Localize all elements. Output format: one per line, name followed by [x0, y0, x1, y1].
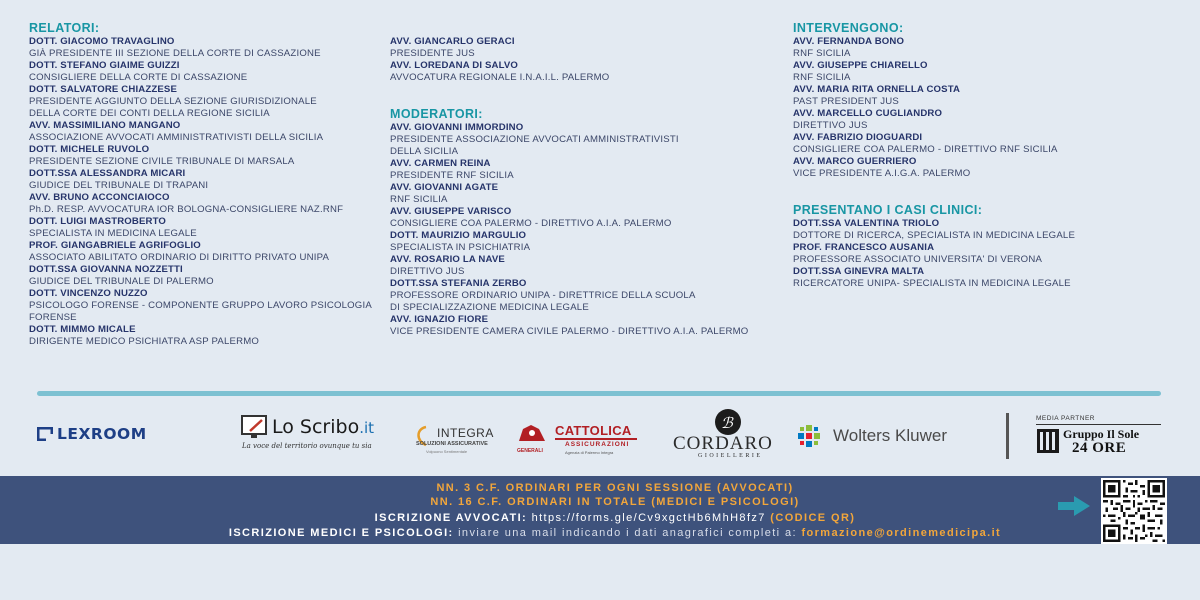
speaker-name: DOTT.SSA GINEVRA MALTA — [793, 266, 925, 277]
speaker-entry — [29, 240, 379, 264]
media-partner-divider — [1006, 413, 1009, 459]
speaker-role — [793, 120, 1183, 132]
qr-note: (CODICE QR) — [770, 512, 856, 524]
generali-wordmark: GENERALI — [517, 448, 543, 454]
speaker-role — [29, 48, 379, 60]
speaker-entry — [29, 120, 379, 144]
speaker-name: AVV. BRUNO ACCONCIAIOCO — [29, 192, 170, 203]
speaker-role-line: RNF SICILIA — [793, 48, 851, 59]
moderatori-title: MODERATORI: — [390, 107, 483, 121]
divider-rule — [37, 391, 1161, 396]
integra-wordmark: INTEGRA — [437, 426, 494, 440]
speaker-name: DOTT.SSA ALESSANDRA MICARI — [29, 168, 186, 179]
medics-registration-label: ISCRIZIONE MEDICI E PSICOLOGI: — [228, 527, 454, 539]
moderatori-list — [390, 122, 780, 338]
speaker-entry — [390, 60, 780, 84]
speaker-role — [793, 144, 1183, 156]
speaker-entry — [793, 242, 1183, 266]
speaker-entry — [390, 158, 780, 182]
svg-text:ℬ: ℬ — [721, 414, 733, 432]
lawyers-registration — [0, 511, 1200, 526]
speaker-role — [793, 278, 1183, 290]
qr-code-icon — [1103, 480, 1165, 542]
cattolica-small-text: Agenzia di Palermo Integra — [565, 450, 614, 455]
speaker-role-line: PROFESSORE ASSOCIATO UNIVERSITA' DI VERONA — [793, 254, 1043, 265]
speaker-role-line: CONSIGLIERE COA PALERMO - DIRETTIVO RNF SICILIA — [793, 144, 1058, 155]
speaker-name: DOTT. MICHELE RUVOLO — [29, 144, 150, 155]
relatori-title: RELATORI: — [29, 21, 100, 35]
wolters-kluwer-mark-icon — [798, 425, 828, 447]
speaker-entry — [793, 84, 1183, 108]
speaker-role-line: ASSOCIATO ABILITATO ORDINARIO DI DIRITTO PRIVATO UNIPA — [29, 252, 330, 263]
speaker-role — [29, 156, 379, 168]
speaker-role-line: GIUDICE DEL TRIBUNALE DI TRAPANI — [29, 180, 209, 191]
speaker-role-line: RICERCATORE UNIPA- SPECIALISTA IN MEDICINA LEGALE — [793, 278, 1071, 289]
speaker-entry — [793, 266, 1183, 290]
speaker-role-line: DIRETTIVO JUS — [390, 266, 465, 277]
speaker-role — [793, 230, 1183, 242]
speaker-role-line: FORENSE — [29, 312, 77, 323]
casi-clinici-title: PRESENTANO I CASI CLINICI: — [793, 203, 983, 217]
speaker-role-line: GIÀ PRESIDENTE III SEZIONE DELLA CORTE DI CASSAZIONE — [29, 48, 321, 59]
media-partner-logo — [1036, 415, 1166, 465]
relatori-column — [29, 20, 379, 348]
speaker-name: DOTT. LUIGI MASTROBERTO — [29, 216, 167, 227]
speaker-role-line: PROFESSORE ORDINARIO UNIPA - DIRETTRICE DELLA SCUOLA — [390, 290, 696, 301]
speaker-role-line: DI SPECIALIZZAZIONE MEDICINA LEGALE — [390, 302, 589, 313]
speaker-entry — [29, 144, 379, 168]
speaker-role-line: CONSIGLIERE COA PALERMO - DIRETTIVO A.I.A. PALERMO — [390, 218, 672, 229]
speaker-role-line: PRESIDENTE AGGIUNTO DELLA SEZIONE GIURISDIZIONALE — [29, 96, 317, 107]
speaker-name: AVV. GIUSEPPE CHIARELLO — [793, 60, 928, 71]
speaker-role — [29, 132, 379, 144]
speaker-name: AVV. MARCO GUERRIERO — [793, 156, 917, 167]
moderatori-column — [390, 20, 780, 338]
intervengono-title: INTERVENGONO: — [793, 21, 904, 35]
speaker-name: DOTT.SSA VALENTINA TRIOLO — [793, 218, 940, 229]
media-partner-rule — [1036, 424, 1161, 425]
speaker-name: AVV. GIANCARLO GERACI — [390, 36, 515, 47]
speaker-role — [793, 48, 1183, 60]
credits-medics: NN. 16 C.F. ORDINARI IN TOTALE (MEDICI E PSICOLOGI) — [430, 496, 800, 508]
wolters-kluwer-wordmark: Wolters Kluwer — [833, 426, 947, 445]
casi-clinici-list — [793, 218, 1183, 290]
speaker-name: PROF. GIANGABRIELE AGRIFOGLIO — [29, 240, 201, 251]
speaker-role-line: VICE PRESIDENTE A.I.G.A. PALERMO — [793, 168, 971, 179]
speaker-role-line: Ph.D. RESP. AVVOCATURA IOR BOLOGNA-CONSIGLIERE NAZ.RNF — [29, 204, 344, 215]
speaker-entry — [390, 314, 780, 338]
speaker-name: AVV. GIOVANNI AGATE — [390, 182, 499, 193]
sole24ore-mark-icon — [1036, 428, 1060, 454]
speaker-role — [390, 218, 780, 230]
speaker-role — [793, 72, 1183, 84]
speaker-role — [390, 290, 780, 314]
sponsor-logos — [0, 405, 1200, 465]
speaker-role — [390, 170, 780, 182]
speaker-entry — [29, 264, 379, 288]
lexroom-mark-icon — [37, 427, 53, 441]
speaker-role-line: PSICOLOGO FORENSE - COMPONENTE GRUPPO LAVORO PSICOLOGIA — [29, 300, 372, 311]
speaker-name: AVV. CARMEN REINA — [390, 158, 491, 169]
speaker-role-line: VICE PRESIDENTE CAMERA CIVILE PALERMO - DIRETTIVO A.I.A. PALERMO — [390, 326, 749, 337]
speaker-entry — [390, 254, 780, 278]
speaker-entry — [793, 218, 1183, 242]
speaker-role — [29, 228, 379, 240]
speaker-name: AVV. GIOVANNI IMMORDINO — [390, 122, 524, 133]
speaker-role — [29, 252, 379, 264]
medics-registration-text: inviare una mail indicando i dati anagrafici completi a: — [458, 527, 797, 539]
cordaro-wordmark: CORDARO — [673, 433, 773, 454]
speaker-role-line: PRESIDENTE SEZIONE CIVILE TRIBUNALE DI MARSALA — [29, 156, 295, 167]
speaker-role-line: PRESIDENTE RNF SICILIA — [390, 170, 514, 181]
speaker-role — [29, 276, 379, 288]
speaker-role-line: DOTTORE DI RICERCA, SPECIALISTA IN MEDICINA LEGALE — [793, 230, 1076, 241]
speaker-name: AVV. MARCELLO CUGLIANDRO — [793, 108, 943, 119]
speaker-role-line: ASSOCIAZIONE AVVOCATI AMMINISTRATIVISTI DELLA SICILIA — [29, 132, 324, 143]
cordaro-logo — [670, 407, 785, 459]
speaker-role — [29, 336, 379, 348]
arrow-right-icon — [1056, 494, 1092, 518]
speaker-role-line: CONSIGLIERE DELLA CORTE DI CASSAZIONE — [29, 72, 248, 83]
medics-registration — [0, 526, 1200, 541]
speaker-name: DOTT. MIMMO MICALE — [29, 324, 136, 335]
speaker-name: DOTT. GIACOMO TRAVAGLINO — [29, 36, 175, 47]
generali-lion-icon — [515, 423, 549, 447]
speaker-name: DOTT. SALVATORE CHIAZZESE — [29, 84, 178, 95]
sole24ore-top: Gruppo Il Sole — [1063, 427, 1140, 441]
speaker-role — [390, 242, 780, 254]
cattolica-logo — [515, 423, 645, 457]
speaker-role-line: PRESIDENTE JUS — [390, 48, 475, 59]
speaker-name: AVV. IGNAZIO FIORE — [390, 314, 489, 325]
speaker-role — [29, 180, 379, 192]
speaker-role — [793, 168, 1183, 180]
speaker-role-line: SPECIALISTA IN MEDICINA LEGALE — [29, 228, 197, 239]
speaker-entry — [390, 36, 780, 60]
speaker-entry — [29, 288, 379, 324]
intervengono-list — [793, 36, 1183, 180]
wolters-kluwer-logo — [798, 425, 988, 449]
speaker-entry — [29, 168, 379, 192]
speaker-entry — [793, 36, 1183, 60]
speaker-name: AVV. ROSARIO LA NAVE — [390, 254, 505, 265]
lexroom-wordmark: LEXROOM — [57, 425, 147, 443]
speaker-entry — [29, 192, 379, 216]
speaker-name: DOTT. VINCENZO NUZZO — [29, 288, 148, 299]
speaker-role — [390, 194, 780, 206]
speaker-role-line: PAST PRESIDENT JUS — [793, 96, 899, 107]
speaker-entry — [29, 324, 379, 348]
speaker-name: DOTT.SSA GIOVANNA NOZZETTI — [29, 264, 183, 275]
speaker-role-line: RNF SICILIA — [793, 72, 851, 83]
speaker-role-line: DIRIGENTE MEDICO PSICHIATRA ASP PALERMO — [29, 336, 260, 347]
speaker-entry — [390, 230, 780, 254]
speaker-role-line: GIUDICE DEL TRIBUNALE DI PALERMO — [29, 276, 214, 287]
speaker-role-line: RNF SICILIA — [390, 194, 448, 205]
speaker-entry — [390, 182, 780, 206]
speaker-role-line: SPECIALISTA IN PSICHIATRIA — [390, 242, 531, 253]
speaker-role — [390, 134, 780, 158]
integra-logo — [414, 425, 514, 459]
speaker-entry — [390, 206, 780, 230]
speaker-name: AVV. GIUSEPPE VARISCO — [390, 206, 512, 217]
speaker-name: DOTT.SSA STEFANIA ZERBO — [390, 278, 527, 289]
loscribo-tagline: La voce del territorio ovunque tu sia — [242, 442, 372, 450]
footer-banner — [0, 476, 1200, 544]
speaker-role-line: DELLA CORTE DEI CONTI DELLA REGIONE SICILIA — [29, 108, 270, 119]
registration-qr-code[interactable] — [1101, 478, 1167, 544]
speaker-role-line: DIRETTIVO JUS — [793, 120, 868, 131]
lawyers-registration-label: ISCRIZIONE AVVOCATI — [374, 512, 523, 524]
intervengono-column — [793, 20, 1183, 290]
sole24ore-bottom: 24 ORE — [1072, 440, 1127, 456]
speaker-role — [29, 300, 379, 324]
speaker-role-line: AVVOCATURA REGIONALE I.N.A.I.L. PALERMO — [390, 72, 610, 83]
speaker-entry — [29, 60, 379, 84]
speaker-role — [390, 266, 780, 278]
speaker-role — [793, 254, 1183, 266]
cattolica-wordmark: CATTOLICA — [555, 423, 632, 438]
speaker-name: AVV. FABRIZIO DIOGUARDI — [793, 132, 923, 143]
speaker-role — [29, 72, 379, 84]
relatori-list — [29, 36, 379, 348]
registration-link[interactable]: https://forms.gle/Cv9xgctHb6MhH8fz7 — [531, 512, 766, 524]
speaker-name: DOTT. STEFANO GIAIME GUIZZI — [29, 60, 180, 71]
speaker-role — [793, 96, 1183, 108]
integra-subtitle: SOLUZIONI ASSICURATIVE — [416, 441, 488, 447]
speaker-role — [29, 96, 379, 120]
speaker-name: AVV. LOREDANA DI SALVO — [390, 60, 519, 71]
speaker-role — [390, 326, 780, 338]
speaker-entry — [29, 84, 379, 120]
speaker-entry — [29, 36, 379, 60]
speaker-name: AVV. MASSIMILIANO MANGANO — [29, 120, 181, 131]
cattolica-underline — [555, 438, 637, 440]
loscribo-screen-icon — [240, 414, 270, 444]
loscribo-logo — [238, 414, 398, 454]
credits-lawyers: NN. 3 C.F. ORDINARI PER OGNI SESSIONE (AVVOCATI) — [436, 482, 794, 494]
speaker-role-line: DELLA SICILIA — [390, 146, 459, 157]
media-partner-label: MEDIA PARTNER — [1036, 415, 1095, 422]
speaker-entry — [793, 156, 1183, 180]
cordaro-subtitle: GIOIELLERIE — [698, 453, 763, 459]
speaker-entry — [390, 122, 780, 158]
speaker-entry — [29, 216, 379, 240]
speaker-role-line: PRESIDENTE ASSOCIAZIONE AVVOCATI AMMINISTRATIVISTI — [390, 134, 679, 145]
integra-small-text: Volpuono Sentimentale — [426, 449, 468, 454]
speaker-entry — [390, 278, 780, 314]
speaker-role — [390, 72, 780, 84]
relatori-continued-list — [390, 36, 780, 84]
speaker-entry — [793, 132, 1183, 156]
speaker-role — [29, 204, 379, 216]
speaker-name: DOTT. MAURIZIO MARGULIO — [390, 230, 527, 241]
loscribo-wordmark: Lo Scribo.it — [272, 416, 375, 438]
speaker-entry — [793, 60, 1183, 84]
speaker-name: AVV. MARIA RITA ORNELLA COSTA — [793, 84, 961, 95]
speaker-entry — [793, 108, 1183, 132]
speaker-role — [390, 48, 780, 60]
registration-email-link[interactable]: formazione@ordinemedicipa.it — [801, 527, 1002, 539]
cattolica-subtitle: ASSICURAZIONI — [565, 441, 630, 448]
speaker-name: PROF. FRANCESCO AUSANIA — [793, 242, 935, 253]
lawyers-registration-separator: : — [522, 512, 528, 524]
speaker-name: AVV. FERNANDA BONO — [793, 36, 905, 47]
